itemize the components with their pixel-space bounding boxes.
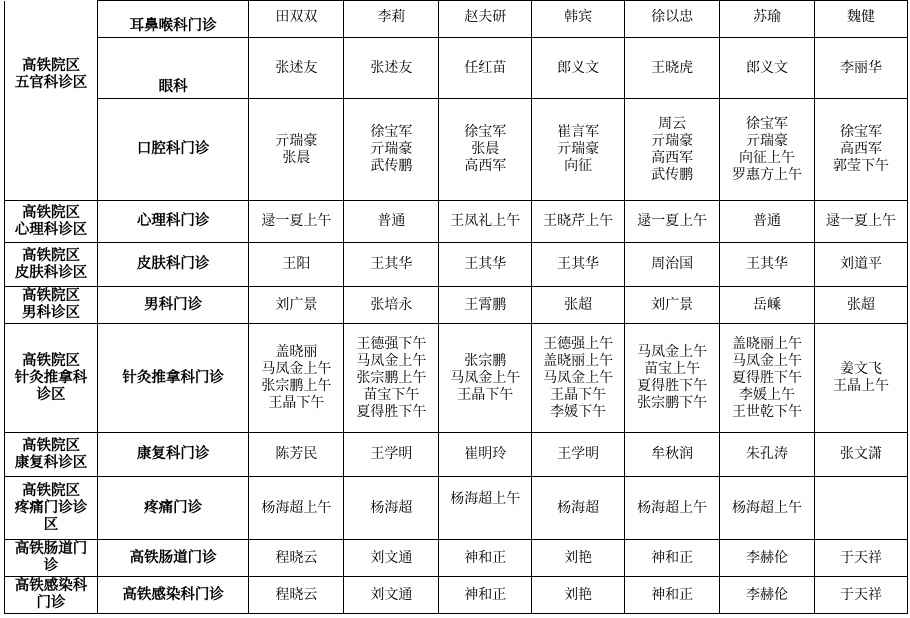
doctor-cell: 神和正 — [625, 540, 720, 577]
area-cell: 高铁院区 皮肤科诊区 — [5, 243, 98, 287]
area-cell: 高铁院区 五官科诊区 — [5, 38, 98, 201]
doctor-cell: 盖晓丽上午 马凤金上午 夏得胜下午 李媛上午 王世乾下午 — [720, 324, 815, 433]
doctor-cell: 陈芳民 — [249, 433, 344, 477]
doctor-cell: 亓瑞豪 张晨 — [249, 99, 344, 201]
doctor-cell: 周治国 — [625, 243, 720, 287]
doctor-cell: 王德强上午 盖晓丽上午 马凤金上午 王晶下午 李媛下午 — [532, 324, 625, 433]
doctor-cell: 崔言军 亓瑞豪 向征 — [532, 99, 625, 201]
doctor-cell: 杨海超上午 — [439, 477, 532, 540]
doctor-cell: 张超 — [532, 287, 625, 324]
doctor-cell: 王德强下午 马凤金上午 张宗鹏上午 苗宝下午 夏得胜下午 — [344, 324, 439, 433]
doctor-cell: 刘文通 — [344, 540, 439, 577]
doctor-cell: 王其华 — [532, 243, 625, 287]
table-row — [5, 1, 908, 38]
doctor-cell: 赵夫研 — [439, 1, 532, 38]
doctor-cell: 徐以忠 — [625, 1, 720, 38]
doctor-cell: 周云 亓瑞豪 高西军 武传鹏 — [625, 99, 720, 201]
doctor-cell: 张述友 — [344, 38, 439, 99]
table-row — [5, 243, 908, 287]
doctor-cell: 姜文飞 王晶上午 — [815, 324, 908, 433]
doctor-cell: 王霄鹏 — [439, 287, 532, 324]
doctor-cell: 任红苗 — [439, 38, 532, 99]
doctor-cell: 逯一夏上午 — [625, 201, 720, 243]
doctor-cell: 王其华 — [439, 243, 532, 287]
doctor-cell: 刘道平 — [815, 243, 908, 287]
table-row — [5, 577, 908, 614]
doctor-cell: 张超 — [815, 287, 908, 324]
area-cell: 高铁院区 疼痛门诊诊 区 — [5, 477, 98, 540]
dept-cell: 高铁肠道门诊 — [97, 540, 249, 577]
doctor-cell: 神和正 — [439, 577, 532, 614]
doctor-cell: 徐宝军 亓瑞豪 向征上午 罗惠方上午 — [720, 99, 815, 201]
dept-cell: 针灸推拿科门诊 — [97, 324, 249, 433]
doctor-cell: 徐宝军 张晨 高西军 — [439, 99, 532, 201]
doctor-cell: 王其华 — [344, 243, 439, 287]
doctor-cell: 王学明 — [344, 433, 439, 477]
doctor-cell: 杨海超 — [344, 477, 439, 540]
doctor-cell: 张文潇 — [815, 433, 908, 477]
doctor-cell: 王凤礼上午 — [439, 201, 532, 243]
doctor-cell: 岳嵊 — [720, 287, 815, 324]
table-row — [5, 477, 908, 540]
doctor-cell: 朱孔涛 — [720, 433, 815, 477]
doctor-cell: 王其华 — [720, 243, 815, 287]
doctor-cell: 神和正 — [625, 577, 720, 614]
doctor-cell: 杨海超 — [532, 477, 625, 540]
table-row — [5, 99, 908, 201]
area-cell: 高铁院区 心理科诊区 — [5, 201, 98, 243]
doctor-cell: 徐宝军 亓瑞豪 武传鹏 — [344, 99, 439, 201]
doctor-cell: 徐宝军 高西军 郭莹下午 — [815, 99, 908, 201]
doctor-cell: 杨海超上午 — [625, 477, 720, 540]
dept-cell: 眼科 — [97, 38, 249, 99]
doctor-cell: 郎义文 — [720, 38, 815, 99]
doctor-cell: 刘艳 — [532, 540, 625, 577]
doctor-cell: 牟秋润 — [625, 433, 720, 477]
dept-cell: 康复科门诊 — [97, 433, 249, 477]
doctor-cell — [815, 477, 908, 540]
doctor-cell: 逯一夏上午 — [815, 201, 908, 243]
doctor-cell: 郎义文 — [532, 38, 625, 99]
doctor-cell: 魏健 — [815, 1, 908, 38]
table-row — [5, 38, 908, 99]
doctor-cell: 杨海超上午 — [720, 477, 815, 540]
doctor-cell: 普通 — [720, 201, 815, 243]
doctor-cell: 王阳 — [249, 243, 344, 287]
doctor-cell: 于天祥 — [815, 540, 908, 577]
table-row — [5, 201, 908, 243]
dept-cell: 耳鼻喉科门诊 — [97, 1, 249, 38]
doctor-cell: 李赫伦 — [720, 577, 815, 614]
area-cell: 高铁院区 男科诊区 — [5, 287, 98, 324]
table-row — [5, 433, 908, 477]
doctor-cell: 王晓虎 — [625, 38, 720, 99]
dept-cell: 皮肤科门诊 — [97, 243, 249, 287]
doctor-cell: 张述友 — [249, 38, 344, 99]
dept-cell: 疼痛门诊 — [97, 477, 249, 540]
doctor-cell: 神和正 — [439, 540, 532, 577]
doctor-cell: 张宗鹏 马凤金上午 王晶下午 — [439, 324, 532, 433]
doctor-cell: 刘文通 — [344, 577, 439, 614]
dept-cell: 高铁感染科门诊 — [97, 577, 249, 614]
doctor-cell: 马凤金上午 苗宝上午 夏得胜下午 张宗鹏下午 — [625, 324, 720, 433]
dept-cell: 男科门诊 — [97, 287, 249, 324]
doctor-cell: 刘广景 — [625, 287, 720, 324]
schedule-table — [4, 0, 908, 614]
doctor-cell: 普通 — [344, 201, 439, 243]
table-row — [5, 540, 908, 577]
doctor-cell: 苏瑜 — [720, 1, 815, 38]
area-cell: 高铁肠道门 诊 — [5, 540, 98, 577]
doctor-cell: 田双双 — [249, 1, 344, 38]
doctor-cell: 杨海超上午 — [249, 477, 344, 540]
doctor-cell: 王学明 — [532, 433, 625, 477]
doctor-cell: 刘艳 — [532, 577, 625, 614]
doctor-cell: 李丽华 — [815, 38, 908, 99]
dept-cell: 心理科门诊 — [97, 201, 249, 243]
area-cell: 高铁院区 针灸推拿科 诊区 — [5, 324, 98, 433]
dept-cell: 口腔科门诊 — [97, 99, 249, 201]
doctor-cell: 韩宾 — [532, 1, 625, 38]
doctor-cell: 李莉 — [344, 1, 439, 38]
area-cell: 高铁感染科 门诊 — [5, 577, 98, 614]
doctor-cell: 王晓芹上午 — [532, 201, 625, 243]
doctor-cell: 盖晓丽 马凤金上午 张宗鹏上午 王晶下午 — [249, 324, 344, 433]
doctor-cell: 崔明玲 — [439, 433, 532, 477]
doctor-cell: 于天祥 — [815, 577, 908, 614]
doctor-cell: 刘广景 — [249, 287, 344, 324]
doctor-cell: 张培永 — [344, 287, 439, 324]
area-cell: 高铁院区 康复科诊区 — [5, 433, 98, 477]
doctor-cell: 李赫伦 — [720, 540, 815, 577]
doctor-cell: 逯一夏上午 — [249, 201, 344, 243]
doctor-cell: 程晓云 — [249, 540, 344, 577]
area-cell — [5, 1, 98, 38]
table-row — [5, 287, 908, 324]
table-row — [5, 324, 908, 433]
doctor-cell: 程晓云 — [249, 577, 344, 614]
